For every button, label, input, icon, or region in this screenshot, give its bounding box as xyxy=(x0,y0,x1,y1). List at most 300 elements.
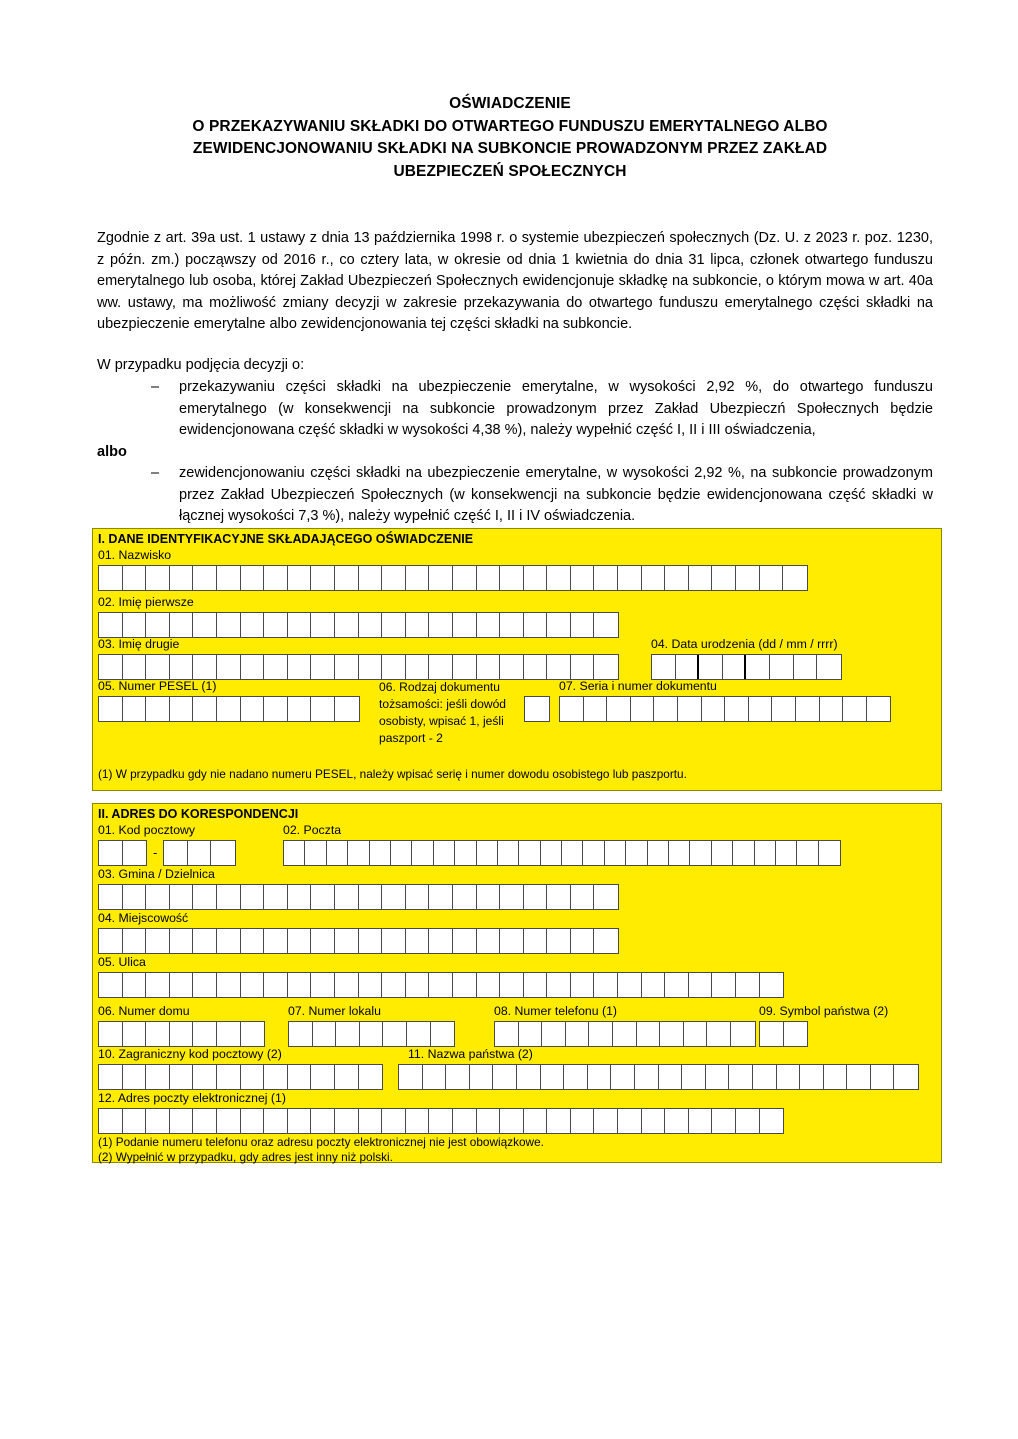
comb-cell[interactable] xyxy=(123,1109,147,1133)
comb-cell[interactable] xyxy=(519,841,540,865)
comb-cell[interactable] xyxy=(542,1022,566,1046)
comb-cell[interactable] xyxy=(429,973,453,997)
comb-cell[interactable] xyxy=(311,885,335,909)
comb-cell[interactable] xyxy=(241,1022,265,1046)
comb-cell[interactable] xyxy=(500,566,524,590)
comb-cell[interactable] xyxy=(796,697,820,721)
comb-cell[interactable] xyxy=(455,841,476,865)
comb-cell[interactable] xyxy=(335,1065,359,1089)
comb-cell[interactable] xyxy=(453,566,477,590)
comb-cell[interactable] xyxy=(635,1065,659,1089)
comb-cell[interactable] xyxy=(359,613,383,637)
comb-cell[interactable] xyxy=(146,1109,170,1133)
comb-cell[interactable] xyxy=(524,929,548,953)
comb-cell[interactable] xyxy=(193,613,217,637)
comb-cell[interactable] xyxy=(571,885,595,909)
comb-cell[interactable] xyxy=(241,697,265,721)
comb-cell[interactable] xyxy=(123,655,147,679)
comb-cell[interactable] xyxy=(733,841,754,865)
comb-cell[interactable] xyxy=(607,697,631,721)
comb-cell[interactable] xyxy=(500,973,524,997)
comb-cell[interactable] xyxy=(288,885,312,909)
comb-cell[interactable] xyxy=(760,1109,784,1133)
comb-cell[interactable] xyxy=(524,973,548,997)
comb-cell[interactable] xyxy=(429,613,453,637)
comb-cell[interactable] xyxy=(360,1022,384,1046)
field-input-ulica[interactable] xyxy=(98,972,784,998)
comb-cell[interactable] xyxy=(547,655,571,679)
comb-cell[interactable] xyxy=(676,655,700,679)
comb-cell[interactable] xyxy=(193,885,217,909)
comb-cell[interactable] xyxy=(406,929,430,953)
comb-cell[interactable] xyxy=(749,697,773,721)
comb-cell[interactable] xyxy=(241,655,265,679)
comb-cell[interactable] xyxy=(453,885,477,909)
comb-cell[interactable] xyxy=(678,697,702,721)
comb-cell[interactable] xyxy=(412,841,433,865)
comb-cell[interactable] xyxy=(288,613,312,637)
comb-cell[interactable] xyxy=(99,697,123,721)
comb-cell[interactable] xyxy=(429,1109,453,1133)
field-input-seria-numer[interactable] xyxy=(559,696,891,722)
comb-cell[interactable] xyxy=(146,1065,170,1089)
comb-cell[interactable] xyxy=(335,885,359,909)
comb-cell[interactable] xyxy=(566,1022,590,1046)
comb-cell[interactable] xyxy=(123,929,147,953)
comb-cell[interactable] xyxy=(594,929,618,953)
comb-cell[interactable] xyxy=(311,1109,335,1133)
comb-cell[interactable] xyxy=(99,1065,123,1089)
comb-cell[interactable] xyxy=(689,566,713,590)
field-input-data-urodzenia[interactable] xyxy=(651,654,842,680)
field-input-symbol-panstwa[interactable] xyxy=(759,1021,808,1047)
comb-cell[interactable] xyxy=(583,841,604,865)
comb-cell[interactable] xyxy=(123,1065,147,1089)
comb-cell[interactable] xyxy=(736,566,760,590)
comb-cell[interactable] xyxy=(500,929,524,953)
comb-nazwa-panstwa[interactable] xyxy=(398,1064,919,1090)
comb-cell[interactable] xyxy=(712,1109,736,1133)
comb-cell[interactable] xyxy=(755,841,776,865)
field-input-miejscowosc[interactable] xyxy=(98,928,619,954)
comb-cell[interactable] xyxy=(170,973,194,997)
comb-zagraniczny-kod[interactable] xyxy=(98,1064,383,1090)
comb-cell[interactable] xyxy=(500,885,524,909)
comb-cell[interactable] xyxy=(288,655,312,679)
comb-cell[interactable] xyxy=(594,1109,618,1133)
comb-cell[interactable] xyxy=(146,566,170,590)
comb-cell[interactable] xyxy=(524,655,548,679)
comb-cell[interactable] xyxy=(776,841,797,865)
comb-cell[interactable] xyxy=(867,697,891,721)
comb-cell[interactable] xyxy=(562,841,583,865)
comb-cell[interactable] xyxy=(547,566,571,590)
comb-cell[interactable] xyxy=(170,1065,194,1089)
comb-cell[interactable] xyxy=(652,655,676,679)
comb-cell[interactable] xyxy=(288,697,312,721)
comb-cell[interactable] xyxy=(824,1065,848,1089)
comb-cell[interactable] xyxy=(477,973,501,997)
comb-cell[interactable] xyxy=(170,885,194,909)
comb-cell[interactable] xyxy=(407,1022,431,1046)
comb-cell[interactable] xyxy=(684,1022,708,1046)
comb-cell[interactable] xyxy=(689,973,713,997)
comb-cell[interactable] xyxy=(241,973,265,997)
comb-poczta[interactable] xyxy=(283,840,841,866)
comb-cell[interactable] xyxy=(99,613,123,637)
comb-cell[interactable] xyxy=(642,566,666,590)
comb-cell[interactable] xyxy=(311,697,335,721)
field-input-imie-pierwsze[interactable] xyxy=(98,612,619,638)
comb-cell[interactable] xyxy=(453,973,477,997)
comb-cell[interactable] xyxy=(288,973,312,997)
comb-cell[interactable] xyxy=(571,566,595,590)
comb-cell[interactable] xyxy=(193,1065,217,1089)
comb-imie-drugie[interactable] xyxy=(98,654,619,680)
comb-cell[interactable] xyxy=(217,1065,241,1089)
comb-cell[interactable] xyxy=(288,1109,312,1133)
comb-cell[interactable] xyxy=(241,885,265,909)
comb-cell[interactable] xyxy=(382,973,406,997)
comb-cell[interactable] xyxy=(500,613,524,637)
comb-cell[interactable] xyxy=(453,613,477,637)
comb-cell[interactable] xyxy=(524,566,548,590)
comb-cell[interactable] xyxy=(847,1065,871,1089)
comb-cell[interactable] xyxy=(659,1065,683,1089)
comb-cell[interactable] xyxy=(470,1065,494,1089)
comb-cell[interactable] xyxy=(359,566,383,590)
field-input-numer-telefonu[interactable] xyxy=(494,1021,756,1047)
comb-cell[interactable] xyxy=(99,973,123,997)
comb-cell[interactable] xyxy=(327,841,348,865)
comb-cell[interactable] xyxy=(383,1022,407,1046)
comb-cell[interactable] xyxy=(399,1065,423,1089)
comb-cell[interactable] xyxy=(871,1065,895,1089)
comb-cell[interactable] xyxy=(335,1109,359,1133)
comb-cell[interactable] xyxy=(146,885,170,909)
comb-cell[interactable] xyxy=(547,1109,571,1133)
field-input-kod-pocztowy[interactable] xyxy=(98,840,236,866)
comb-cell[interactable] xyxy=(547,973,571,997)
comb-cell[interactable] xyxy=(146,973,170,997)
field-input-zagraniczny-kod[interactable] xyxy=(98,1064,383,1090)
comb-cell[interactable] xyxy=(382,566,406,590)
comb-cell[interactable] xyxy=(382,613,406,637)
comb-cell[interactable] xyxy=(571,973,595,997)
comb-cell[interactable] xyxy=(477,566,501,590)
comb-cell[interactable] xyxy=(712,566,736,590)
comb-cell[interactable] xyxy=(359,1109,383,1133)
comb-cell[interactable] xyxy=(817,655,841,679)
comb-data-urodzenia[interactable] xyxy=(651,654,842,680)
comb-cell[interactable] xyxy=(311,973,335,997)
comb-cell[interactable] xyxy=(665,1109,689,1133)
comb-cell[interactable] xyxy=(564,1065,588,1089)
comb-cell[interactable] xyxy=(193,566,217,590)
comb-cell[interactable] xyxy=(820,697,844,721)
comb-cell[interactable] xyxy=(594,566,618,590)
comb-cell[interactable] xyxy=(493,1065,517,1089)
comb-cell[interactable] xyxy=(188,841,212,865)
comb-cell[interactable] xyxy=(571,929,595,953)
comb-miejscowosc[interactable] xyxy=(98,928,619,954)
comb-cell[interactable] xyxy=(446,1065,470,1089)
comb-cell[interactable] xyxy=(477,841,498,865)
comb-cell[interactable] xyxy=(746,655,770,679)
comb-cell[interactable] xyxy=(359,1065,383,1089)
comb-cell[interactable] xyxy=(241,929,265,953)
comb-cell[interactable] xyxy=(618,1109,642,1133)
comb-cell[interactable] xyxy=(217,1109,241,1133)
comb-cell[interactable] xyxy=(123,697,147,721)
comb-cell[interactable] xyxy=(193,929,217,953)
comb-cell[interactable] xyxy=(712,973,736,997)
comb-cell[interactable] xyxy=(760,1022,784,1046)
comb-cell[interactable] xyxy=(336,1022,360,1046)
comb-cell[interactable] xyxy=(264,655,288,679)
comb-cell[interactable] xyxy=(753,1065,777,1089)
comb-cell[interactable] xyxy=(682,1065,706,1089)
comb-cell[interactable] xyxy=(429,929,453,953)
comb-email[interactable] xyxy=(98,1108,784,1134)
comb-cell[interactable] xyxy=(547,885,571,909)
comb-cell[interactable] xyxy=(498,841,519,865)
comb-cell[interactable] xyxy=(524,885,548,909)
comb-cell[interactable] xyxy=(594,973,618,997)
comb-cell[interactable] xyxy=(123,973,147,997)
comb-cell[interactable] xyxy=(170,929,194,953)
comb-cell[interactable] xyxy=(429,655,453,679)
comb-cell[interactable] xyxy=(288,1065,312,1089)
comb-cell[interactable] xyxy=(217,613,241,637)
comb-cell[interactable] xyxy=(642,973,666,997)
comb-cell[interactable] xyxy=(170,1109,194,1133)
comb-cell[interactable] xyxy=(429,885,453,909)
comb-cell[interactable] xyxy=(288,929,312,953)
comb-cell[interactable] xyxy=(382,885,406,909)
comb-cell[interactable] xyxy=(264,613,288,637)
comb-cell[interactable] xyxy=(359,973,383,997)
comb-cell[interactable] xyxy=(264,885,288,909)
comb-cell[interactable] xyxy=(783,566,807,590)
comb-imie-pierwsze[interactable] xyxy=(98,612,619,638)
comb-cell[interactable] xyxy=(406,566,430,590)
comb-cell[interactable] xyxy=(123,566,147,590)
comb-cell[interactable] xyxy=(770,655,794,679)
comb-cell[interactable] xyxy=(335,655,359,679)
comb-cell[interactable] xyxy=(665,566,689,590)
comb-cell[interactable] xyxy=(264,1065,288,1089)
comb-cell[interactable] xyxy=(618,566,642,590)
comb-cell[interactable] xyxy=(164,841,188,865)
field-input-numer-domu[interactable] xyxy=(98,1021,265,1047)
comb-cell[interactable] xyxy=(541,841,562,865)
comb-cell[interactable] xyxy=(772,697,796,721)
comb-cell[interactable] xyxy=(193,697,217,721)
comb-cell[interactable] xyxy=(170,566,194,590)
comb-cell[interactable] xyxy=(453,929,477,953)
comb-cell[interactable] xyxy=(736,973,760,997)
comb-cell[interactable] xyxy=(669,841,690,865)
comb-cell[interactable] xyxy=(689,1109,713,1133)
comb-cell[interactable] xyxy=(477,929,501,953)
comb-cell[interactable] xyxy=(146,697,170,721)
comb-cell[interactable] xyxy=(311,566,335,590)
comb-cell[interactable] xyxy=(335,697,359,721)
comb-cell[interactable] xyxy=(99,885,123,909)
comb-cell[interactable] xyxy=(335,929,359,953)
comb-cell[interactable] xyxy=(217,929,241,953)
comb-cell[interactable] xyxy=(170,697,194,721)
comb-cell[interactable] xyxy=(99,1022,123,1046)
comb-cell[interactable] xyxy=(626,841,647,865)
comb-cell[interactable] xyxy=(264,973,288,997)
comb-cell[interactable] xyxy=(571,613,595,637)
comb-cell[interactable] xyxy=(305,841,326,865)
comb-cell[interactable] xyxy=(241,613,265,637)
comb-numer-domu[interactable] xyxy=(98,1021,265,1047)
comb-cell[interactable] xyxy=(690,841,711,865)
comb-cell[interactable] xyxy=(217,1022,241,1046)
comb-cell[interactable] xyxy=(613,1022,637,1046)
comb-cell[interactable] xyxy=(264,929,288,953)
comb-cell[interactable] xyxy=(800,1065,824,1089)
comb-cell[interactable] xyxy=(406,1109,430,1133)
comb-cell[interactable] xyxy=(382,929,406,953)
comb-cell[interactable] xyxy=(541,1065,565,1089)
field-input-numer-lokalu[interactable] xyxy=(288,1021,455,1047)
comb-pesel[interactable] xyxy=(98,696,360,722)
comb-cell[interactable] xyxy=(359,929,383,953)
comb-cell[interactable] xyxy=(477,613,501,637)
comb-cell[interactable] xyxy=(359,655,383,679)
comb-cell[interactable] xyxy=(241,1109,265,1133)
comb-cell[interactable] xyxy=(264,697,288,721)
comb-cell[interactable] xyxy=(406,613,430,637)
comb-cell[interactable] xyxy=(525,697,549,721)
comb-cell[interactable] xyxy=(736,1109,760,1133)
field-input-nazwisko[interactable] xyxy=(98,565,808,591)
comb-cell[interactable] xyxy=(431,1022,455,1046)
comb-cell[interactable] xyxy=(524,1109,548,1133)
field-input-gmina[interactable] xyxy=(98,884,619,910)
comb-cell[interactable] xyxy=(429,566,453,590)
comb-cell[interactable] xyxy=(453,655,477,679)
comb-cell[interactable] xyxy=(284,841,305,865)
comb-numer-telefonu[interactable] xyxy=(494,1021,756,1047)
comb-cell[interactable] xyxy=(217,566,241,590)
comb-cell[interactable] xyxy=(477,655,501,679)
comb-cell[interactable] xyxy=(500,1109,524,1133)
comb-cell[interactable] xyxy=(311,613,335,637)
comb-cell[interactable] xyxy=(170,655,194,679)
comb-cell[interactable] xyxy=(311,929,335,953)
comb-cell[interactable] xyxy=(423,1065,447,1089)
comb-cell[interactable] xyxy=(547,929,571,953)
comb-cell[interactable] xyxy=(760,566,784,590)
comb-cell[interactable] xyxy=(335,973,359,997)
comb-cell[interactable] xyxy=(453,1109,477,1133)
comb-cell[interactable] xyxy=(193,1022,217,1046)
comb-cell[interactable] xyxy=(406,973,430,997)
comb-cell[interactable] xyxy=(524,613,548,637)
comb-cell[interactable] xyxy=(193,1109,217,1133)
comb-cell[interactable] xyxy=(648,841,669,865)
comb-cell[interactable] xyxy=(477,1109,501,1133)
comb-cell[interactable] xyxy=(723,655,747,679)
comb-cell[interactable] xyxy=(217,973,241,997)
comb-cell[interactable] xyxy=(495,1022,519,1046)
comb-cell[interactable] xyxy=(382,655,406,679)
comb-seria-numer[interactable] xyxy=(559,696,891,722)
comb-cell[interactable] xyxy=(241,1065,265,1089)
comb-cell[interactable] xyxy=(123,841,147,865)
field-input-imie-drugie[interactable] xyxy=(98,654,619,680)
comb-cell[interactable] xyxy=(654,697,678,721)
comb-cell[interactable] xyxy=(123,613,147,637)
comb-symbol-panstwa[interactable] xyxy=(759,1021,808,1047)
comb-cell[interactable] xyxy=(123,885,147,909)
comb-cell[interactable] xyxy=(146,613,170,637)
field-input-rodzaj-dokumentu[interactable] xyxy=(524,696,550,722)
comb-cell[interactable] xyxy=(264,566,288,590)
comb-cell[interactable] xyxy=(729,1065,753,1089)
comb-cell[interactable] xyxy=(170,613,194,637)
comb-cell[interactable] xyxy=(594,885,618,909)
comb-cell[interactable] xyxy=(843,697,867,721)
comb-cell[interactable] xyxy=(819,841,840,865)
comb-cell[interactable] xyxy=(193,973,217,997)
field-input-nazwa-panstwa[interactable] xyxy=(398,1064,919,1090)
comb-cell[interactable] xyxy=(99,655,123,679)
comb-cell[interactable] xyxy=(99,929,123,953)
comb-cell[interactable] xyxy=(547,613,571,637)
comb-cell[interactable] xyxy=(241,566,265,590)
comb-cell[interactable] xyxy=(264,1109,288,1133)
comb-cell[interactable] xyxy=(560,697,584,721)
comb-cell[interactable] xyxy=(335,566,359,590)
comb-cell[interactable] xyxy=(731,1022,755,1046)
comb-cell[interactable] xyxy=(146,929,170,953)
comb-cell[interactable] xyxy=(289,1022,313,1046)
comb-rodzaj-dokumentu[interactable] xyxy=(524,696,550,722)
comb-cell[interactable] xyxy=(725,697,749,721)
comb-cell[interactable] xyxy=(894,1065,918,1089)
comb-nazwisko[interactable] xyxy=(98,565,808,591)
comb-cell[interactable] xyxy=(370,841,391,865)
comb-cell[interactable] xyxy=(477,885,501,909)
comb-cell[interactable] xyxy=(311,655,335,679)
comb-cell[interactable] xyxy=(784,1022,808,1046)
comb-cell[interactable] xyxy=(170,1022,194,1046)
field-input-poczta[interactable] xyxy=(283,840,841,866)
comb-cell[interactable] xyxy=(571,655,595,679)
comb-cell[interactable] xyxy=(335,613,359,637)
comb-cell[interactable] xyxy=(500,655,524,679)
comb-cell[interactable] xyxy=(605,841,626,865)
comb-cell[interactable] xyxy=(391,841,412,865)
comb-cell[interactable] xyxy=(517,1065,541,1089)
comb-cell[interactable] xyxy=(217,885,241,909)
comb-gmina[interactable] xyxy=(98,884,619,910)
comb-cell[interactable] xyxy=(406,655,430,679)
comb-cell[interactable] xyxy=(797,841,818,865)
comb-cell[interactable] xyxy=(794,655,818,679)
comb-cell[interactable] xyxy=(642,1109,666,1133)
comb-cell[interactable] xyxy=(660,1022,684,1046)
field-input-email[interactable] xyxy=(98,1108,784,1134)
comb-cell[interactable] xyxy=(637,1022,661,1046)
